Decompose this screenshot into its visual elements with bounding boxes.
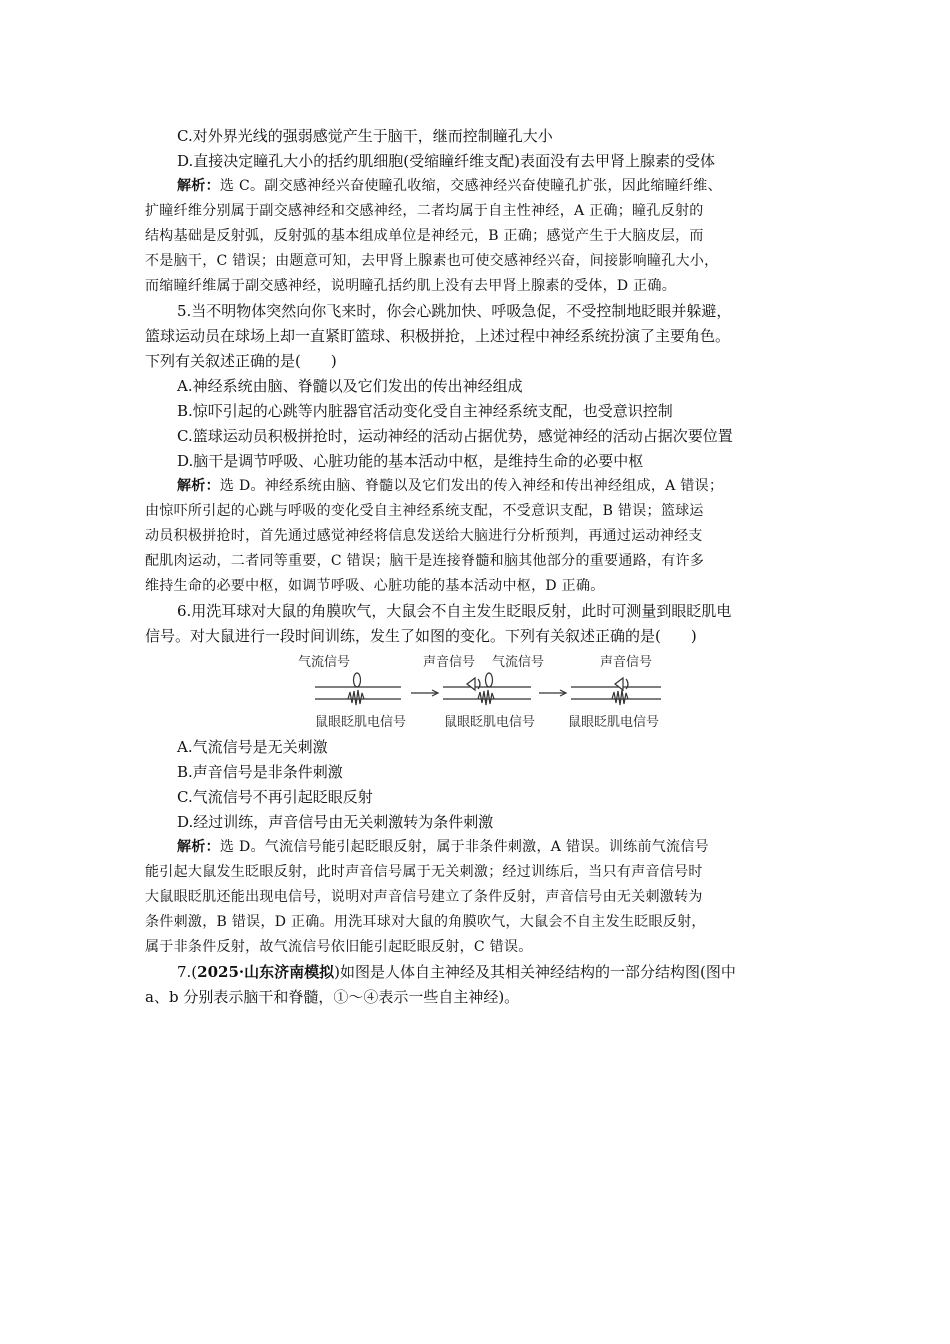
speaker-icon (615, 678, 623, 690)
q6-option-c: C.气流信号不再引起眨眼反射 (177, 788, 373, 806)
emg-burst-icon (478, 690, 494, 705)
air-puff-icon (354, 673, 361, 687)
q7-stem-line-2: a、b 分别表示脑干和脊髓，①～④表示一些自主神经)。 (145, 988, 520, 1006)
q5-analysis-line-4: 配肌肉运动，二者同等重要，C 错误；脑干是连接脊髓和脑其他部分的重要通路，有许多 (145, 553, 705, 569)
q6-option-a: A.气流信号是无关刺激 (177, 738, 328, 756)
speaker-icon (467, 678, 475, 690)
q5-analysis-line-5: 维持生命的必要中枢，如调节呼吸、心脏功能的基本活动中枢，D 正确。 (145, 578, 605, 594)
q6-option-d: D.经过训练，声音信号由无关刺激转为条件刺激 (177, 813, 494, 831)
emg-burst-icon (612, 690, 628, 705)
q5-option-c: C.篮球运动员积极拼抢时，运动神经的活动占据优势，感觉神经的活动占据次要位置 (177, 427, 733, 445)
q4-analysis-line-1: 解析：选 C。副交感神经兴奋使瞳孔收缩，交感神经兴奋使瞳孔扩张，因此缩瞳纤维、 (177, 178, 722, 194)
emg-burst-icon (348, 690, 364, 705)
q6-analysis-line-4: 条件刺激，B 错误，D 正确。用洗耳球对大鼠的角膜吹气，大鼠会不自主发生眨眼反射， (145, 914, 706, 930)
q6-analysis-line-1: 解析：选 D。气流信号能引起眨眼反射，属于非条件刺激，A 错误。训练前气流信号 (177, 839, 709, 855)
q5-stem-line-1: 5.当不明物体突然向你飞来时，你会心跳加快、呼吸急促，不受控制地眨眼并躲避， (177, 302, 732, 320)
q4-analysis-line-3: 结构基础是反射弧，反射弧的基本组成单位是神经元，B 正确；感觉产生于大脑皮层，而 (145, 228, 704, 244)
q4-option-d: D.直接决定瞳孔大小的括约肌细胞(受缩瞳纤维支配)表面没有去甲肾上腺素的受体 (177, 152, 715, 170)
document-page (145, 124, 810, 1010)
q5-option-b: B.惊吓引起的心跳等内脏器官活动变化受自主神经系统支配，也受意识控制 (177, 402, 673, 420)
q5-analysis-line-2: 由惊吓所引起的心跳与呼吸的变化受自主神经系统支配，不受意识支配，B 错误；篮球运 (145, 503, 704, 519)
figure-drawing (145, 649, 810, 735)
q6-analysis-line-3: 大鼠眼眨肌还能出现电信号，说明对声音信号建立了条件反射，声音信号由无关刺激转为 (145, 889, 703, 905)
panel1-emg-label: 鼠眼眨肌电信号 (315, 715, 407, 730)
q6-option-b: B.声音信号是非条件刺激 (177, 763, 343, 781)
q5-option-d: D.脑干是调节呼吸、心脏功能的基本活动中枢，是维持生命的必要中枢 (177, 452, 644, 470)
panel1-air-label: 气流信号 (298, 655, 351, 670)
q5-analysis-line-1: 解析：选 D。神经系统由脑、脊髓以及它们发出的传入神经和传出神经组成，A 错误； (177, 478, 724, 494)
analysis-label: 解析： (177, 839, 220, 855)
q5-stem-line-3: 下列有关叙述正确的是( ) (145, 352, 337, 370)
q6-analysis-line-2: 能引起大鼠发生眨眼反射，此时声音信号属于无关刺激；经过训练后，当只有声音信号时 (145, 864, 703, 880)
q4-analysis-line-2: 扩瞳纤维分别属于副交感神经和交感神经，二者均属于自主性神经，A 正确；瞳孔反射的 (145, 203, 704, 219)
q6-stem-line-2: 信号。对大鼠进行一段时间训练，发生了如图的变化。下列有关叙述正确的是( ) (145, 627, 697, 645)
q4-option-c: C.对外界光线的强弱感觉产生于脑干，继而控制瞳孔大小 (177, 127, 553, 145)
panel3-sound-label: 声音信号 (600, 655, 653, 670)
q6-conditioning-figure (145, 649, 810, 735)
q4-analysis-line-5: 而缩瞳纤维属于副交感神经，说明瞳孔括约肌上没有去甲肾上腺素的受体，D 正确。 (145, 278, 677, 294)
q5-stem-line-2: 篮球运动员在球场上却一直紧盯篮球、积极拼抢，上述过程中神经系统扮演了主要角色。 (145, 327, 731, 345)
q7-stem-line-1: 7.(2025·山东济南模拟)如图是人体自主神经及其相关神经结构的一部分结构图(图中 (177, 963, 736, 981)
panel2-air-label: 气流信号 (492, 655, 545, 670)
q4-analysis-line-4: 不是脑干，C 错误；由题意可知，去甲肾上腺素也可使交感神经兴奋，间接影响瞳孔大小， (145, 253, 719, 269)
panel3-emg-label: 鼠眼眨肌电信号 (568, 715, 660, 730)
q6-analysis-line-5: 属于非条件反射，故气流信号依旧能引起眨眼反射，C 错误。 (145, 939, 533, 955)
analysis-label: 解析： (177, 178, 220, 194)
panel2-emg-label: 鼠眼眨肌电信号 (444, 715, 536, 730)
q5-analysis-line-3: 动员积极拼抢时，首先通过感觉神经将信息发送给大脑进行分析预判，再通过运动神经支 (145, 528, 703, 544)
q6-stem-line-1: 6.用洗耳球对大鼠的角膜吹气，大鼠会不自主发生眨眼反射，此时可测量到眼眨肌电 (177, 602, 732, 620)
q5-option-a: A.神经系统由脑、脊髓以及它们发出的传出神经组成 (177, 377, 523, 395)
q7-source: 2025·山东济南模拟 (197, 963, 335, 981)
analysis-label: 解析： (177, 478, 220, 494)
air-puff-icon (486, 673, 493, 687)
panel2-sound-label: 声音信号 (423, 655, 476, 670)
